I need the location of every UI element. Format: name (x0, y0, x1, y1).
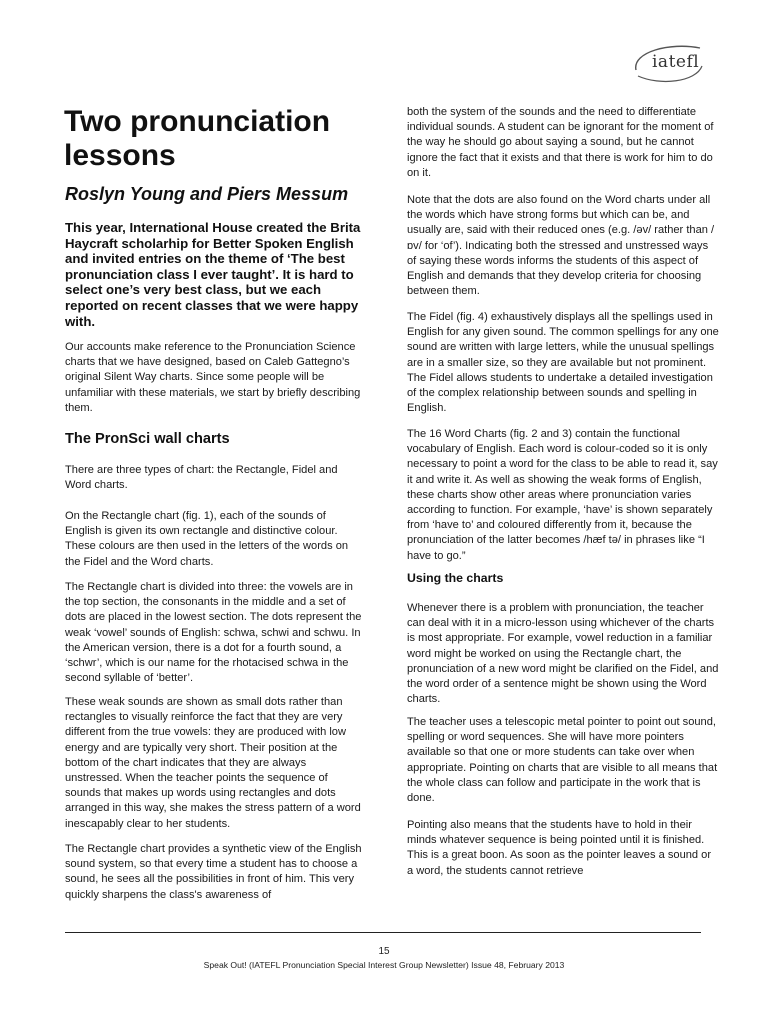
paragraph: The Rectangle chart is divided into three: the vowels are in the top section, the consonants in the middle and a set of dots are placed in the lowest section. The dots represent the weak ‘vowel’ sounds of English: schwa, schwi and schwu. In the American version, there is a dot for a fourth sound, a ‘schwr’, which is our name for the rhotacised schwa in the second syllable of ‘better’. (65, 581, 362, 685)
article-title: Two pronunciation lessons (64, 105, 331, 172)
paragraph: These weak sounds are shown as small dots rather than rectangles to visually reinforce the fact that they are very different from the true vowels: they are produced with low energy and are typically very short. Their position at the bottom of the chart indicates that they are always unstressed. When the teacher points the sequence of sounds that makes up words using rectangles and dots arranged in this way, she makes the stress pattern of a word inescapably clear to her students. (65, 696, 361, 830)
section-heading: Using the charts (407, 571, 504, 585)
paragraph: The teacher uses a telescopic metal pointer to point out sound, spelling or word sequences. She will have more pointers available so that one or more students can take over when appropriate. Pointing on charts that are visible to all means that the whole class can follow and participate in the work that is done. (407, 716, 718, 805)
page-number: 15 (378, 946, 390, 957)
article-authors: Roslyn Young and Piers Messum (65, 184, 349, 204)
paragraph: The Fidel (fig. 4) exhaustively displays all the spellings used in English for any given sound. The common spellings for any one sound are written with large letters, while the unusual spellings are in a smaller size, so they are available but not prominent. The Fidel allows students to undertake a detailed investigation of the complex relationship between sounds and spelling in English. (407, 311, 719, 415)
paragraph: Pointing also means that the students have to hold in their minds whatever sequence is being pointed until it is finished. This is a great boon. As soon as the pointer leaves a sound or a word, the students cannot retrieve (407, 819, 712, 877)
logo-text: iatefl (652, 52, 700, 72)
paragraph: On the Rectangle chart (fig. 1), each of the sounds of English is given its own rectangle and distinctive colour. These colours are then used in the letters of the words on the Fidel and the Word charts. (65, 510, 349, 568)
paragraph: both the system of the sounds and the need to differentiate individual sounds. A student can be ignorant for the moment of the way he should go about saying a sound, but he cannot ignore the fact that it exists and that there is work for him to do on it. (407, 106, 714, 179)
paragraph: The 16 Word Charts (fig. 2 and 3) contain the functional vocabulary of English. Each word is colour-coded so it is only necessary to point a word for the class to be able to read it, say it and write it. As well as showing the weak forms of English, these charts show other areas where pronunciation varies according to function. For example, ‘have’ is shown separately from ‘have to’ and coloured differently from it, because the pronunciation of the latter becomes /hæf tə/ in phrases like “I have to go.” (407, 428, 718, 562)
footer-rule (65, 932, 701, 933)
paragraph: Our accounts make reference to the Pronunciation Science charts that we have designed, based on Caleb Gattegno’s original Silent Way charts. Since some people will be unfamiliar with these materials, we start by briefly describing them. (65, 341, 361, 414)
paragraph: Note that the dots are also found on the Word charts under all the words which have strong forms but which can be, and usually are, said with their reduced ones (e.g. /əv/ rather than /ɒv/ for ‘of’). Indicating both the stressed and unstressed ways of saying these words informs the students of this aspect of English and demands that they develop criteria for choosing between them. (407, 194, 715, 298)
paragraph: The Rectangle chart provides a synthetic view of the English sound system, so that every time a student has to choose a sound, he sees all the possibilities in front of him. This very quickly sharpens the class's awareness of (65, 843, 362, 901)
paragraph: Whenever there is a problem with pronunciation, the teacher can deal with it in a micro-lesson using whichever of the charts is most appropriate. For example, vowel reduction in a familiar word might be worked on using the Rectangle chart, the pronunciation of a new word might be clarified on the Fidel, and the word order of a sentence might be shown using the Word charts. (407, 602, 719, 706)
section-heading: The PronSci wall charts (65, 431, 230, 447)
footer-citation: Speak Out! (IATEFL Pronunciation Special Interest Group Newsletter) Issue 48, February 2013 (203, 960, 565, 970)
article-intro: This year, International House created the Brita Haycraft scholarhip for Better Spoken English and invited entries on the theme of ‘The best pronunciation class I ever taught’. It is hard to select one’s very best class, but we each reported on recent classes that we were happy with. (65, 220, 361, 329)
paragraph: There are three types of chart: the Rectangle, Fidel and Word charts. (65, 464, 338, 492)
